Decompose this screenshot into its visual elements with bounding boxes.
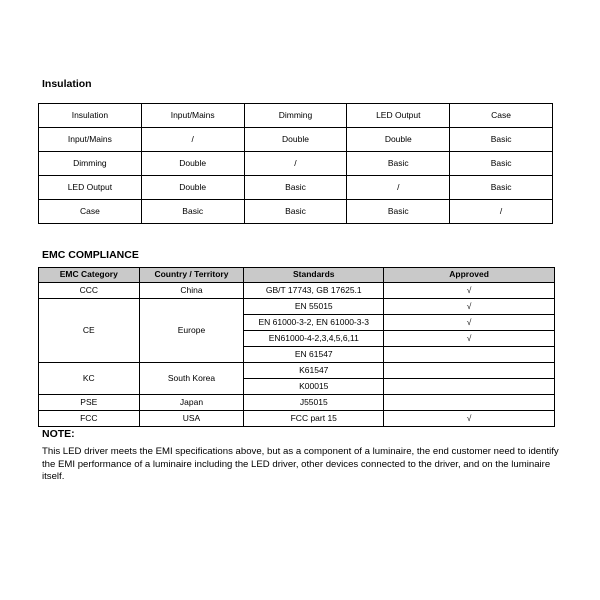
emc-approved: √	[384, 283, 555, 299]
emc-header-cell: EMC Category	[39, 268, 140, 283]
insulation-header-cell: LED Output	[347, 104, 450, 128]
emc-standard: EN 61000-3-2, EN 61000-3-3	[244, 315, 384, 331]
table-row	[39, 395, 555, 411]
table-row	[39, 411, 555, 427]
emc-category: KC	[39, 363, 140, 395]
emc-category: CCC	[39, 283, 140, 299]
emc-standard: FCC part 15	[244, 411, 384, 427]
table-cell: Double	[141, 152, 244, 176]
emc-country: Europe	[139, 299, 244, 363]
emc-header-row	[39, 268, 555, 283]
emc-approved: √	[384, 299, 555, 315]
emc-standard: EN 61547	[244, 347, 384, 363]
emc-standard: K61547	[244, 363, 384, 379]
emc-header-cell: Country / Territory	[139, 268, 244, 283]
emc-country: South Korea	[139, 363, 244, 395]
emc-approved: √	[384, 315, 555, 331]
table-cell: Input/Mains	[39, 128, 142, 152]
table-cell: Dimming	[39, 152, 142, 176]
table-cell: Basic	[244, 176, 347, 200]
emc-header-cell: Approved	[384, 268, 555, 283]
emc-category: FCC	[39, 411, 140, 427]
emc-approved	[384, 395, 555, 411]
table-cell: Double	[347, 128, 450, 152]
emc-standard: GB/T 17743, GB 17625.1	[244, 283, 384, 299]
insulation-header-cell: Dimming	[244, 104, 347, 128]
table-cell: Basic	[347, 152, 450, 176]
emc-country: China	[139, 283, 244, 299]
emc-title: EMC COMPLIANCE	[42, 249, 139, 261]
insulation-title: Insulation	[42, 78, 92, 90]
emc-country: Japan	[139, 395, 244, 411]
table-cell: Basic	[450, 152, 553, 176]
note-text: This LED driver meets the EMI specifications above, but as a component of a luminaire, the end customer need to identify the EMI performance of a luminaire including the LED driver, other devices connected to the driver, and on the luminaire itself.	[42, 446, 559, 483]
table-row	[39, 176, 553, 200]
emc-table	[38, 267, 555, 427]
table-cell: Case	[39, 200, 142, 224]
emc-approved: √	[384, 411, 555, 427]
insulation-header-cell: Insulation	[39, 104, 142, 128]
emc-approved	[384, 363, 555, 379]
emc-standard: EN61000-4-2,3,4,5,6,11	[244, 331, 384, 347]
table-cell: /	[347, 176, 450, 200]
insulation-header-cell: Input/Mains	[141, 104, 244, 128]
table-row	[39, 283, 555, 299]
emc-country: USA	[139, 411, 244, 427]
emc-standard: J55015	[244, 395, 384, 411]
insulation-header-cell: Case	[450, 104, 553, 128]
emc-header-cell: Standards	[244, 268, 384, 283]
table-row	[39, 128, 553, 152]
table-cell: Basic	[450, 128, 553, 152]
table-cell: /	[141, 128, 244, 152]
emc-approved	[384, 347, 555, 363]
emc-standard: K00015	[244, 379, 384, 395]
table-cell: Basic	[141, 200, 244, 224]
table-cell: LED Output	[39, 176, 142, 200]
table-cell: /	[450, 200, 553, 224]
table-row	[39, 299, 555, 315]
emc-category: PSE	[39, 395, 140, 411]
table-row	[39, 200, 553, 224]
table-cell: Basic	[347, 200, 450, 224]
table-cell: /	[244, 152, 347, 176]
table-cell: Double	[141, 176, 244, 200]
table-row	[39, 363, 555, 379]
insulation-header-row	[39, 104, 553, 128]
insulation-table	[38, 103, 553, 224]
emc-approved	[384, 379, 555, 395]
emc-category: CE	[39, 299, 140, 363]
note-title: NOTE:	[42, 428, 75, 440]
table-cell: Basic	[244, 200, 347, 224]
table-cell: Basic	[450, 176, 553, 200]
emc-standard: EN 55015	[244, 299, 384, 315]
table-row	[39, 152, 553, 176]
table-cell: Double	[244, 128, 347, 152]
emc-approved: √	[384, 331, 555, 347]
